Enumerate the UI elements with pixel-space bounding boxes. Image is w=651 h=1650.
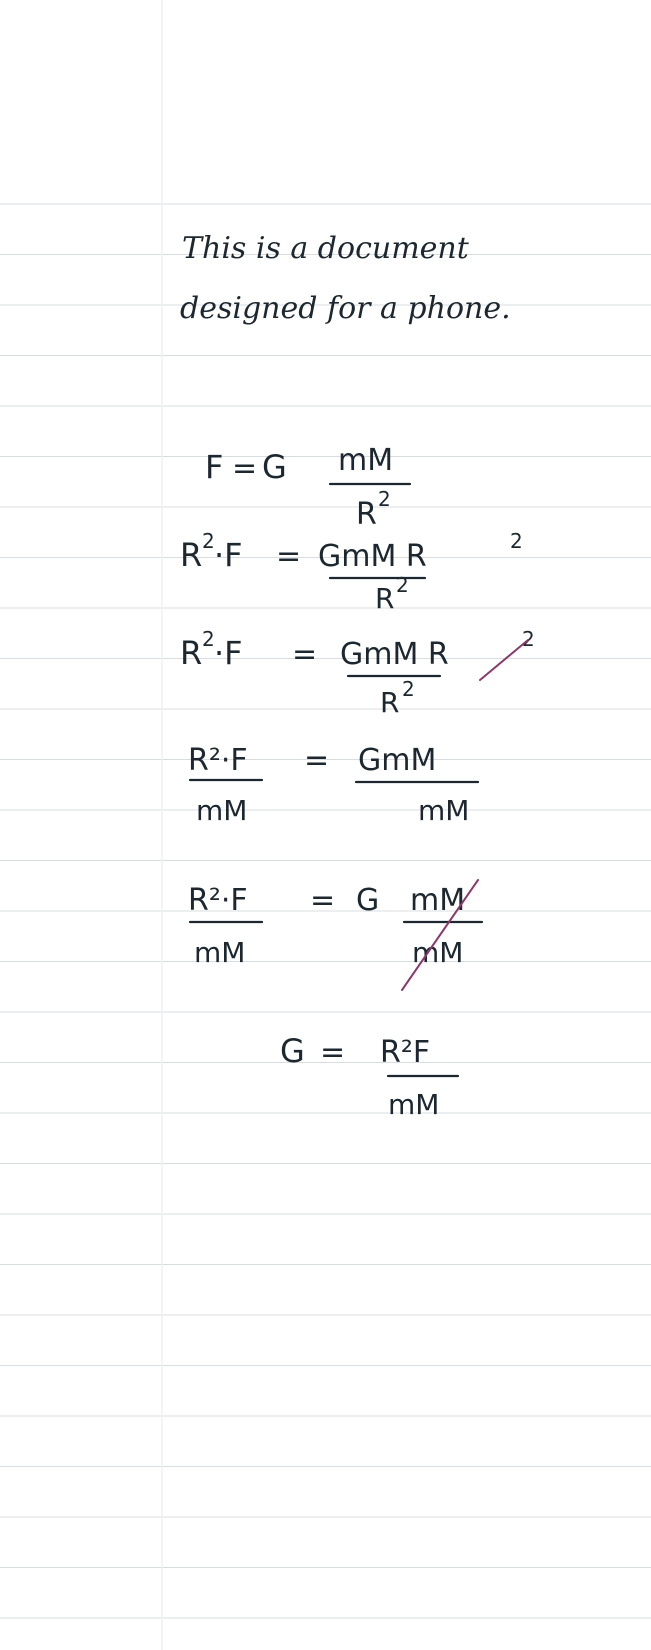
eq1-lhs: F (205, 448, 224, 486)
eq5-coeff: G (356, 883, 380, 918)
eq4-right-denominator: mM (418, 794, 470, 827)
eq6-equals: = (320, 1035, 346, 1070)
eq4-left-denominator: mM (196, 794, 248, 827)
eq1-numerator: mM (338, 443, 394, 478)
eq3-lhs-exponent: 2 (202, 627, 215, 651)
eq5-left-denominator: mM (194, 936, 246, 969)
note-line-2: designed for a phone. (180, 291, 511, 326)
eq1-denominator: R (356, 497, 377, 532)
note-line-1: This is a document (182, 231, 469, 266)
equation-5 (188, 880, 482, 990)
eq2-lhs-rest: ·F (214, 536, 243, 574)
eq6-denominator: mM (388, 1088, 440, 1121)
eq5-right-denominator: mM (412, 936, 464, 969)
eq2-denominator: R (375, 582, 395, 615)
equation-4 (188, 743, 478, 827)
eq3-strike (480, 640, 528, 680)
equation-6 (280, 1032, 458, 1121)
eq3-denominator: R (380, 686, 400, 719)
eq4-left-numerator: R²·F (188, 743, 248, 778)
eq4-right-numerator: GmM (358, 743, 437, 778)
eq2-numerator: GmM R (318, 539, 427, 574)
eq4-equals: = (304, 743, 330, 778)
equation-2 (180, 529, 523, 615)
eq3-equals: = (292, 637, 318, 672)
eq2-equals: = (276, 539, 302, 574)
eq5-left-numerator: R²·F (188, 883, 248, 918)
eq3-numerator: GmM R (340, 637, 449, 672)
eq6-lhs: G (280, 1032, 305, 1070)
equation-3 (180, 627, 535, 719)
eq6-numerator: R²F (380, 1035, 431, 1070)
eq2-lhs: R (180, 536, 203, 574)
eq1-coeff: G (262, 448, 287, 486)
eq2-den-exponent: 2 (396, 573, 409, 597)
eq3-den-exponent: 2 (402, 677, 415, 701)
eq1-equals: = (232, 451, 258, 486)
eq3-num-exponent: 2 (522, 627, 535, 651)
eq5-equals: = (310, 883, 336, 918)
eq5-right-numerator: mM (410, 883, 466, 918)
eq1-den-exponent: 2 (378, 487, 391, 511)
eq2-num-exponent: 2 (510, 529, 523, 553)
eq2-lhs-exponent: 2 (202, 529, 215, 553)
eq3-lhs: R (180, 634, 203, 672)
eq3-lhs-rest: ·F (214, 634, 243, 672)
